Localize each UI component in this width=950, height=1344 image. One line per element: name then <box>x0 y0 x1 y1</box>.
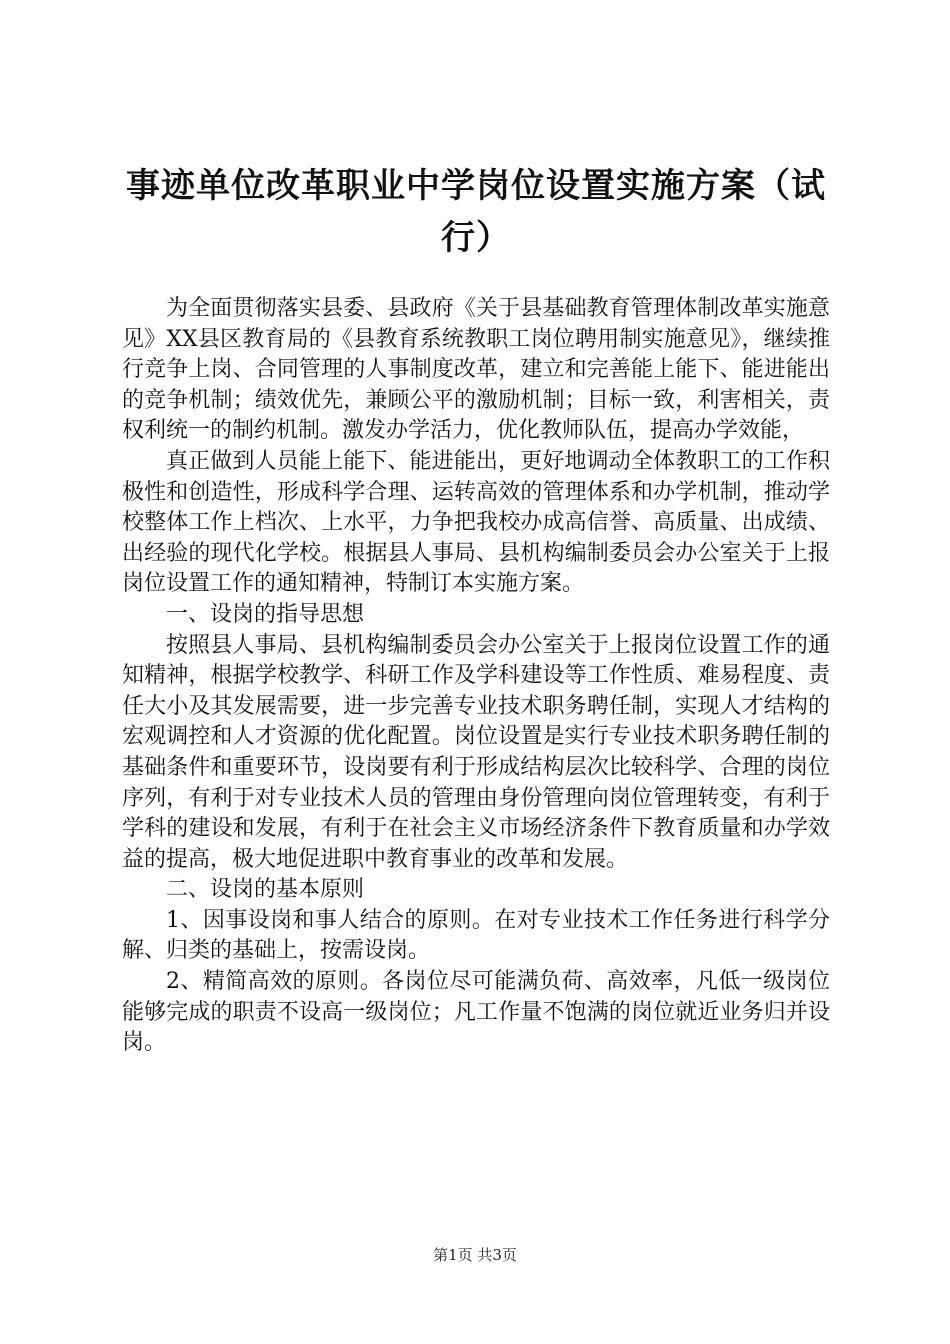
section-heading-guiding-thought: 一、设岗的指导思想 <box>166 601 365 627</box>
page-number-footer: 第1页 共3页 <box>433 1246 517 1264</box>
paragraph-goal: 真正做到人员能上能下、能进能出，更好地调动全体教职工的工作积极性和创造性，形成科学合理、运转高效的管理体系和办学机制，推动学校整体工作上档次、上水平，力争把我校办成高信誉、高质量、出成绩、出经验的现代化学校。根据县人事局、县机构编制委员会办公室关于上报岗位设置工作的通知精神，特制订本实施方案。 <box>122 448 830 597</box>
paragraph-principle-1: 1、因事设岗和事人结合的原则。在对专业技术工作任务进行科学分解、归类的基础上，按需设岗。 <box>122 907 830 964</box>
paragraph-guiding-thought: 按照县人事局、县机构编制委员会办公室关于上报岗位设置工作的通知精神，根据学校教学、科研工作及学科建设等工作性质、难易程度、责任大小及其发展需要，进一步完善专业技术职务聘任制，实现人才结构的宏观调控和人才资源的优化配置。岗位设置是实行专业技术职务聘任制的基础条件和重要环节，设岗要有利于形成结构层次比较科学、合理的岗位序列，有利于对专业技术人员的管理由身份管理向岗位管理转变，有利于学科的建设和发展，有利于在社会主义市场经济条件下教育质量和办学效益的提高，极大地促进职中教育事业的改革和发展。 <box>122 632 830 872</box>
paragraph-principle-2: 2、精简高效的原则。各岗位尽可能满负荷、高效率，凡低一级岗位能够完成的职责不设高一级岗位；凡工作量不饱满的岗位就近业务归并设岗。 <box>122 969 830 1056</box>
document-body <box>122 294 830 1059</box>
paragraph-intro: 为全面贯彻落实县委、县政府《关于县基础教育管理体制改革实施意见》XX县区教育局的《县教育系统教职工岗位聘用制实施意见》，继续推行竞争上岗、合同管理的人事制度改革，建立和完善能上能下、能进能出的竞争机制；绩效优先，兼顾公平的激励机制；目标一致，利害相关，责权利统一的制约机制。激发办学活力，优化教师队伍，提高办学效能， <box>122 296 830 444</box>
section-heading-basic-principles: 二、设岗的基本原则 <box>166 877 365 903</box>
document-title: 事迹单位改革职业中学岗位设置实施方案（试行） <box>126 166 826 258</box>
